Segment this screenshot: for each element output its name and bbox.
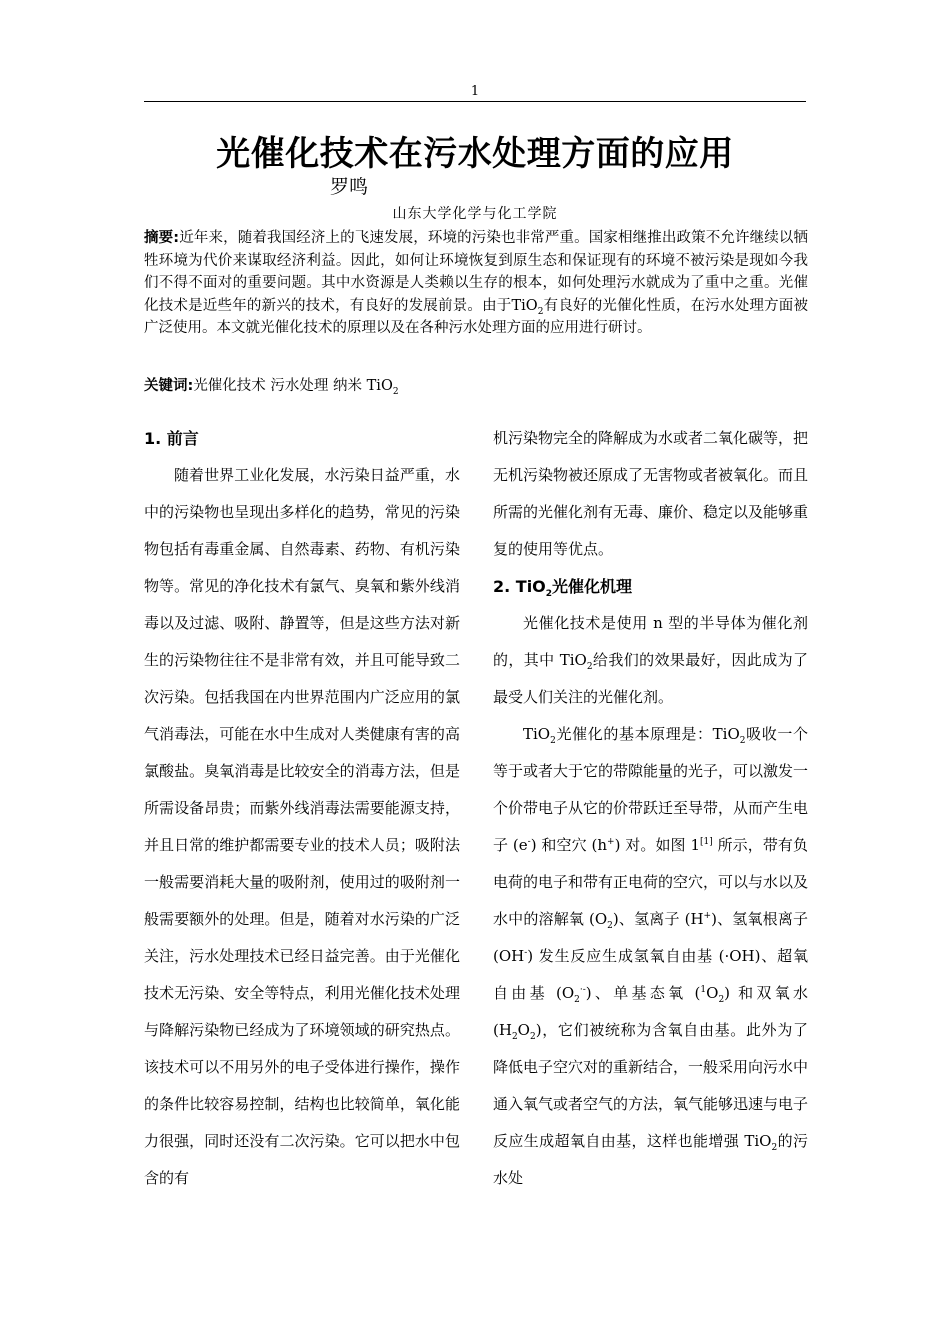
s2p1-sub: 2 (586, 662, 593, 672)
header-rule (144, 101, 806, 102)
s2p2-sup5: - (524, 948, 528, 958)
affiliation: 山东大学化学与化工学院 (392, 206, 558, 222)
keywords (144, 375, 808, 397)
s2p2-f: 所示，带有负电荷的电子和带有正电荷的空穴，可以与水以及水中的溶解氧 (O (493, 836, 809, 928)
page-number: 1 (470, 84, 480, 99)
s2p2-sup4: + (703, 911, 712, 921)
s2p1-b: 给我们的效果最好，因此成为了最受人们关注的光催化剂。 (493, 651, 808, 706)
abstract (144, 227, 808, 340)
abstract-text-2: 有良好的光催化性质，在污水处理方面被广泛使用。本文就光催化技术的原理以及在各种污水处理方面的应用进行研讨。 (144, 297, 809, 336)
left-column (144, 420, 460, 1197)
section-2-heading (493, 568, 808, 605)
keywords-sub: 2 (392, 386, 399, 397)
s2p2-sub2: 2 (739, 736, 746, 746)
section-2-paragraph-2 (493, 716, 808, 1197)
s2p2-sub3: 2 (607, 921, 613, 931)
section-1-paragraph-cont: 机污染物完全的降解成为水或者二氧化碳等，把无机污染物被还原成了无害物或者被氧化。而且所需的光催化剂有无毒、廉价、稳定以及能够重复的使用等优点。 (493, 429, 809, 558)
right-column (493, 420, 808, 1197)
paper-title: 光催化技术在污水处理方面的应用 (216, 134, 734, 174)
s2p2-sup1: - (527, 837, 531, 847)
s2p2-sub6: 2 (511, 1032, 518, 1042)
s2p2-h: )、氢氧根离子 (OH (493, 910, 808, 965)
s2p2-e: ) 对。如图 1 (614, 836, 700, 854)
s2p2-sup2: + (607, 837, 615, 847)
citation-1: [1] (700, 837, 713, 847)
section-2-paragraph-1 (493, 605, 808, 716)
s2p2-j: )、单基态氧 ( (585, 984, 701, 1002)
abstract-text: 近年来，随着我国经济上的飞速发展，环境的污染也非常严重。国家相继推出政策不允许继续以牺牲环境为代价来谋取经济利益。因此，如何让环境恢复到原生态和保证现有的环境不被污染是现如今我们不得不面对的重要问题。其中水资源是人类赖以生存的根本，如何处理污水就成为了重中之重。光催化技术是近些年的新兴的技术，有良好的发展前景。由于TiO (144, 230, 808, 314)
s2p2-c: 吸收一个等于或者大于它的带隙能量的光子，可以激发一个价带电子从它的价带跃迁至导带，从而产生电子 (e (493, 725, 809, 854)
s2p2-sub4: 2 (574, 995, 580, 1005)
s2p2-g: )、氢离子 (H (612, 910, 704, 928)
keywords-label: 关键词: (144, 378, 194, 394)
s2p2-i: ) 发生反应生成氢氧自由基 (·OH)、超氧自由基 (O (493, 947, 808, 1002)
s2p2-sup7: 1 (700, 985, 707, 995)
s2p2-d: ) 和空穴 (h (530, 836, 608, 854)
author: 罗鸣 (330, 176, 369, 198)
s2-heading-sub: 2 (545, 589, 553, 600)
s2p2-l: ) 和双氧水 (H (493, 984, 809, 1039)
s2p2-m: O (517, 1021, 530, 1039)
s2p1-a: 光催化技术是使用 n 型的半导体为催化剂的，其中 TiO (493, 614, 808, 669)
s2p2-sub5: 2 (718, 995, 725, 1005)
keywords-text: 光催化技术 污水处理 纳米 TiO (193, 378, 393, 394)
s2p2-sub8: 2 (771, 1143, 778, 1153)
abstract-label: 摘要: (144, 230, 180, 246)
s2p2-sub1: 2 (550, 736, 556, 746)
section-1-paragraph: 随着世界工业化发展，水污染日益严重，水中的污染物也呈现出多样化的趋势，常见的污染物包括有毒重金属、自然毒素、药物、有机污染物等。常见的净化技术有氯气、臭氧和紫外线消毒以及过滤、吸附、静置等，但是这些方法对新生的污染物往往不是非常有效，并且可能导致二次污染。包括我国在内世界范围内广泛应用的氯气消毒法，可能在水中生成对人类健康有害的高氯酸盐。臭氧消毒是比较安全的消毒方法，但是所需设备昂贵；而紫外线消毒法需要能源支持，并且日常的维护都需要专业的技术人员；吸附法一般需要消耗大量的吸附剂，使用过的吸附剂一般需要额外的处理。但是，随着对水污染的广泛关注，污水处理技术已经日益完善。由于光催化技术无污染、安全等特点，利用光催化技术处理与降解污染物已经成为了环境领域的研究热点。该技术可以不用另外的电子受体进行操作，操作的条件比较容易控制，结构也比较简单，氧化能力很强，同时还没有二次污染。它可以把水中包含的有 (144, 466, 460, 1187)
s2p2-n: )，它们被统称为含氧自由基。此外为了降低电子空穴对的重新结合，一般采用向污水中通入氧气或者空气的方法，氧气能够迅速与电子反应生成超氧自由基，这样也能增强 TiO (493, 1021, 809, 1150)
s2-heading-a: 2. TiO (493, 577, 546, 596)
s2p2-o: 的污水处 (493, 1132, 808, 1187)
s2p2-a: TiO (523, 725, 551, 743)
s2p2-sub7: 2 (529, 1032, 536, 1042)
s2-heading-b: 光催化机理 (552, 577, 633, 596)
s2p2-b: 光催化的基本原理是：TiO (555, 725, 740, 743)
section-1-heading: 1. 前言 (144, 429, 199, 448)
s2p2-k: O (706, 984, 719, 1002)
s2p2-sup6: ·- (579, 985, 586, 995)
abstract-sub: 2 (537, 306, 544, 317)
